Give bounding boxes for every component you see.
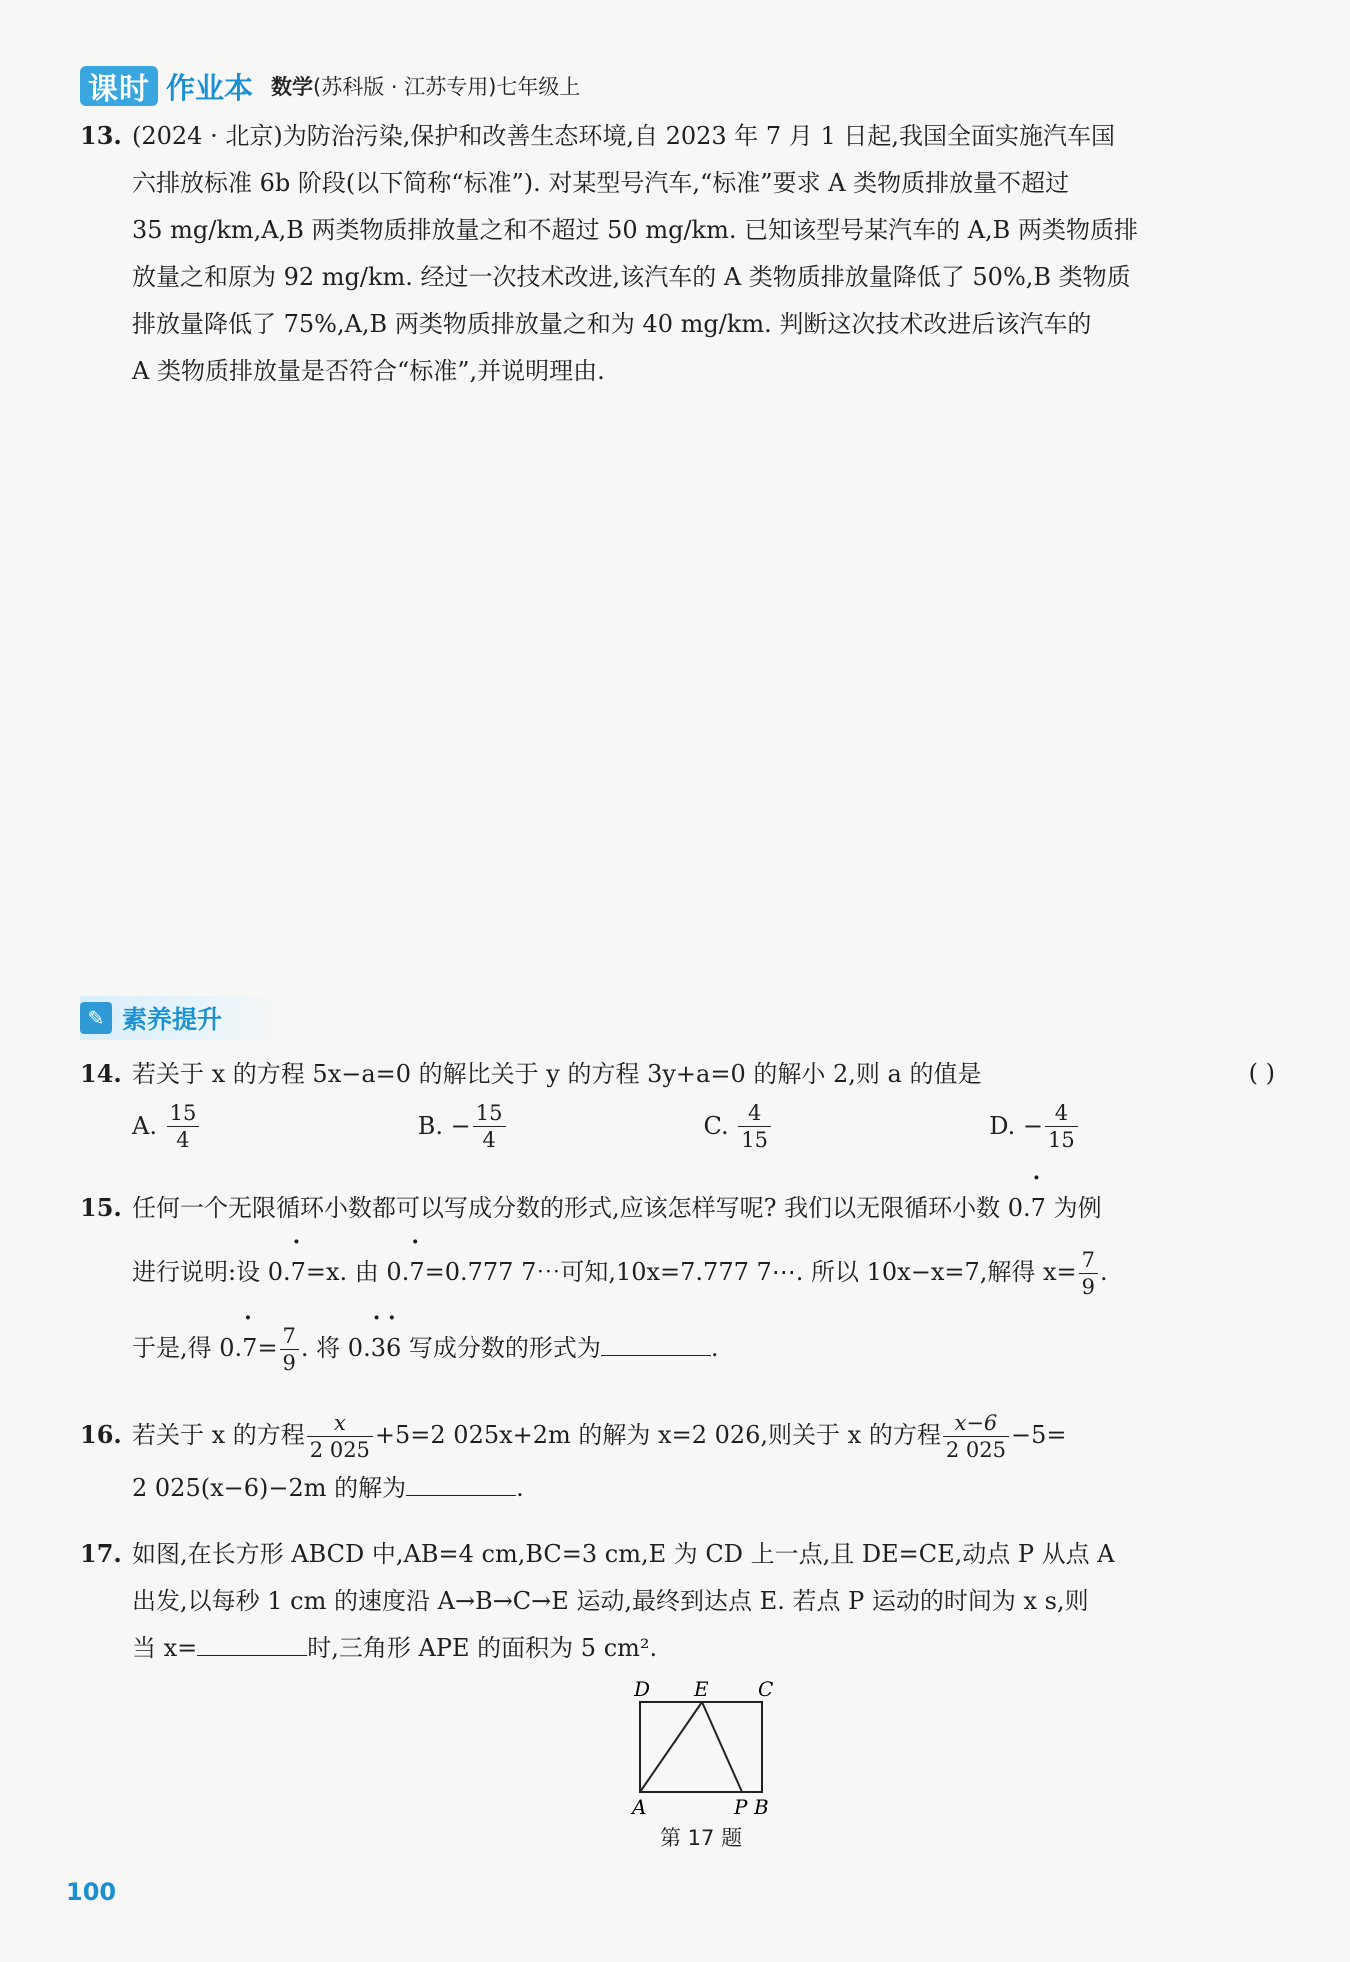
logo: 课时 [80, 66, 158, 106]
label-b: B [754, 1795, 769, 1819]
choice-label: A. [132, 1112, 157, 1140]
answer-blank[interactable] [406, 1469, 516, 1496]
denominator: 9 [1081, 1275, 1096, 1299]
choice-label: D. [989, 1112, 1016, 1140]
question-15 [80, 1182, 1275, 1376]
q14-stem: 若关于 x 的方程 5x−a=0 的解比关于 y 的方程 3y+a=0 的解小 2,则 a 的值是 [132, 1060, 982, 1088]
label-e: E [694, 1680, 709, 1701]
answer-blank[interactable] [601, 1329, 711, 1356]
q13-line-6: A 类物质排放量是否符合“标准”,并说明理由. [132, 357, 605, 385]
choice-sign: − [1022, 1112, 1044, 1140]
figure-caption: 第 17 题 [660, 1826, 743, 1850]
subject: 数学 [271, 75, 314, 99]
choice-a[interactable] [132, 1100, 418, 1153]
question-13 [80, 112, 1275, 395]
choice-sign: − [450, 1112, 471, 1140]
page-header [80, 64, 580, 108]
q15-text: =0.777 7⋯可知,10x=7.777 7⋯. 所以 10x−x=7,解得 x= [424, 1258, 1077, 1286]
label-a: A [632, 1795, 647, 1819]
label-c: C [758, 1680, 774, 1701]
segment-ep [702, 1702, 742, 1792]
question-number: 14. [80, 1059, 122, 1088]
denominator: 15 [741, 1128, 769, 1152]
denominator: 4 [176, 1128, 190, 1152]
choices [132, 1100, 1275, 1153]
period: . [710, 1334, 719, 1362]
segment-ae [640, 1702, 702, 1792]
q17-text: 如图,在长方形 ABCD 中,AB=4 cm,BC=3 cm,E 为 CD 上一点,且 DE=CE,动点 P 从点 A [132, 1540, 1115, 1568]
repeating-digit: · 7 [291, 1246, 306, 1298]
denominator: 4 [482, 1128, 496, 1152]
choice-d[interactable] [989, 1100, 1275, 1153]
page-number: 100 [66, 1878, 117, 1906]
q13-line-2: 六排放标准 6b 阶段(以下简称“标准”). 对某型号汽车,“标准”要求 A 类物质排放量不超过 [132, 169, 1070, 197]
period: . [1100, 1258, 1108, 1286]
q15-text: 任何一个无限循环小数都可以写成分数的形式,应该怎样写呢? 我们以无限循环小数 0. [132, 1194, 1031, 1222]
section-header [80, 996, 280, 1040]
fraction [943, 1410, 1009, 1463]
question-number: 17. [80, 1539, 122, 1568]
rectangle-figure [620, 1680, 800, 1820]
q15-text: 于是,得 0. [132, 1334, 243, 1362]
question-14 [80, 1050, 1275, 1153]
q17-text: 时,三角形 APE 的面积为 5 cm². [307, 1634, 658, 1662]
book-title: 作业本 [166, 70, 254, 105]
fraction [280, 1323, 299, 1376]
numerator: 15 [473, 1100, 506, 1127]
fraction [1079, 1247, 1098, 1300]
question-17 [80, 1530, 1275, 1672]
denominator: 2 025 [945, 1438, 1006, 1462]
question-number: 16. [80, 1420, 122, 1449]
numerator: 4 [738, 1100, 771, 1127]
pencil-icon: ✎ [80, 1002, 112, 1034]
q15-text: =x. 由 0. [305, 1258, 410, 1286]
choice-label: B. [417, 1112, 444, 1140]
fraction [307, 1410, 373, 1463]
denominator: 9 [282, 1351, 296, 1375]
repeating-digit: · 7 [1031, 1182, 1046, 1234]
q17-text: 出发,以每秒 1 cm 的速度沿 A→B→C→E 运动,最终到达点 E. 若点 P 运动的时间为 x s,则 [132, 1587, 1089, 1615]
numerator: x−6 [943, 1410, 1009, 1437]
subject-line [271, 71, 580, 101]
repeating-digit: · 7 [242, 1322, 257, 1374]
numerator: 7 [1079, 1247, 1098, 1274]
choice-b[interactable] [418, 1100, 704, 1153]
answer-paren: ( ) [1248, 1059, 1275, 1087]
numerator: x [307, 1410, 373, 1437]
answer-blank[interactable] [197, 1629, 307, 1656]
q13-line-3: 35 mg/km,A,B 两类物质排放量之和不超过 50 mg/km. 已知该型号某汽车的 A,B 两类物质排 [132, 216, 1138, 244]
label-d: D [634, 1680, 651, 1701]
denominator: 15 [1048, 1128, 1075, 1152]
period: . [516, 1474, 524, 1502]
q13-line-4: 放量之和原为 92 mg/km. 经过一次技术改进,该汽车的 A 类物质排放量降低了 50%,B 类物质 [132, 263, 1131, 291]
section-title: 素养提升 [122, 1005, 223, 1034]
q13-line-5: 排放量降低了 75%,A,B 两类物质排放量之和为 40 mg/km. 判断这次技术改进后该汽车的 [132, 310, 1092, 338]
edition: (苏科版 · 江苏专用)七年级上 [313, 75, 581, 99]
q15-text: 进行说明:设 0. [132, 1258, 291, 1286]
q16-text: +5=2 025x+2m 的解为 x=2 026,则关于 x 的方程 [374, 1421, 941, 1449]
numerator: 7 [280, 1323, 299, 1350]
question-number: 13. [80, 121, 122, 150]
q15-text: . 将 0. [300, 1334, 371, 1362]
q13-line-1: (2024 · 北京)为防治污染,保护和改善生态环境,自 2023 年 7 月 1 日起,我国全面实施汽车国 [132, 122, 1115, 150]
repeating-digit: · 6 [386, 1322, 401, 1374]
q16-text: 若关于 x 的方程 [132, 1421, 305, 1449]
choice-c[interactable] [704, 1100, 990, 1153]
question-number: 15. [80, 1193, 122, 1222]
q15-text: 写成分数的形式为 [401, 1334, 601, 1362]
repeating-digit: · 7 [409, 1246, 424, 1298]
fraction [167, 1100, 200, 1153]
fraction [1045, 1100, 1078, 1153]
fraction [738, 1100, 771, 1153]
denominator: 2 025 [309, 1438, 370, 1462]
q16-text: −5= [1010, 1421, 1067, 1449]
numerator: 4 [1045, 1100, 1078, 1127]
fraction [473, 1100, 506, 1153]
q16-text: 2 025(x−6)−2m 的解为 [132, 1474, 407, 1502]
question-16 [80, 1410, 1275, 1513]
label-p: P [734, 1795, 748, 1819]
q15-text: = [257, 1334, 278, 1362]
repeating-digit: · 3 [371, 1322, 386, 1374]
choice-label: C. [703, 1112, 729, 1140]
rectangle-abcd [640, 1702, 762, 1792]
q15-text: 为例 [1045, 1194, 1102, 1222]
q17-text: 当 x= [132, 1634, 198, 1662]
numerator: 15 [167, 1100, 200, 1127]
